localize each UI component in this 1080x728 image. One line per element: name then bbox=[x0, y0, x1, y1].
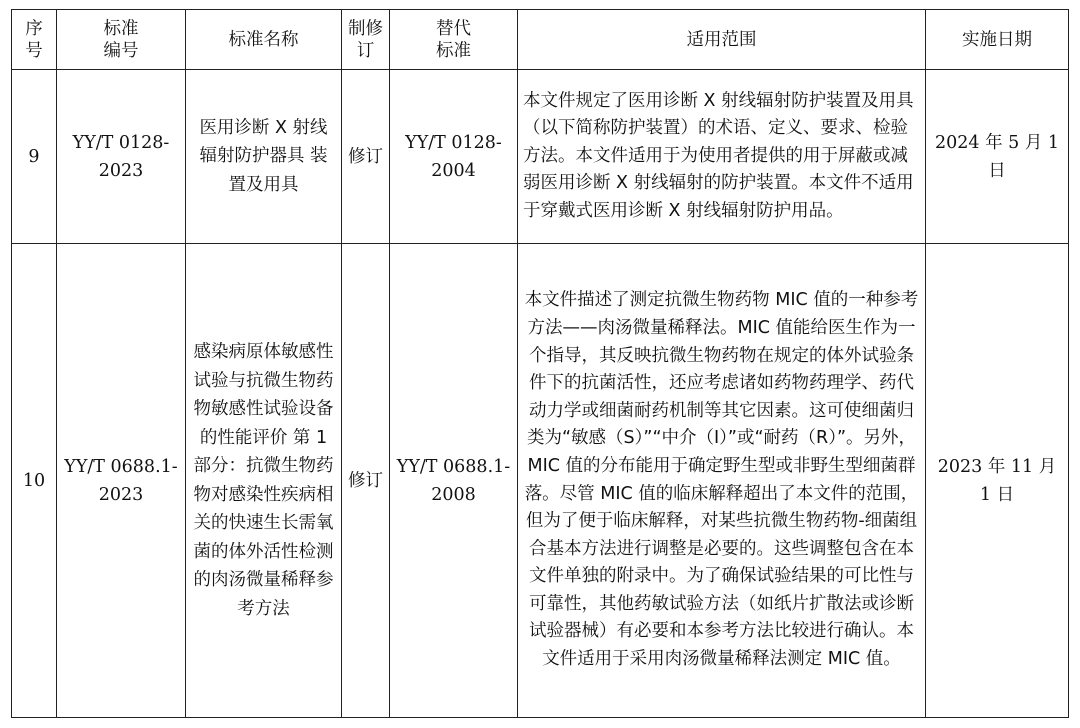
cell-scope: 本文件描述了测定抗微生物药物 MIC 值的一种参考方法——肉汤微量稀释法。MIC 值能给医生作为一个指导，其反映抗微生物药物在规定的体外试验条件下的抗菌活性，还应考虑诸如药物药理学、药代动力学或细菌耐药机制等其它因素。这可使细菌归类为“敏感（S）”“中介（I）”或“耐药（R）”。另外，MIC 值的分布能用于确定野生型或非野生型细菌群落。尽管 MIC 值的临床解释超出了本文件的范围，但为了便于临床解释，对某些抗微生物药物-细菌组合基本方法进行调整是必要的。这些调整包含在本文件单独的附录中。为了确保试验结果的可比性与可靠性，其他药敏试验方法（如纸片扩散法或诊断试验器械）有必要和本参考方法比较进行确认。本文件适用于采用肉汤微量稀释法测定 MIC 值。 bbox=[518, 244, 926, 718]
table-row bbox=[12, 244, 1069, 718]
cell-replace: YY/T 0128-2004 bbox=[390, 70, 518, 244]
cell-name: 医用诊断 X 射线辐射防护器具 装置及用具 bbox=[186, 70, 342, 244]
table-row bbox=[12, 70, 1069, 244]
cell-revise: 修订 bbox=[342, 244, 390, 718]
header-code: 标准编号 bbox=[57, 10, 186, 70]
cell-seq: 9 bbox=[12, 70, 57, 244]
cell-code: YY/T 0128-2023 bbox=[57, 70, 186, 244]
header-name: 标准名称 bbox=[186, 10, 342, 70]
header-revise: 制修订 bbox=[342, 10, 390, 70]
header-replace: 替代标准 bbox=[390, 10, 518, 70]
cell-name: 感染病原体敏感性试验与抗微生物药物敏感性试验设备的性能评价 第 1 部分：抗微生物药物对感染性疾病相关的快速生长需氧菌的体外活性检测的肉汤微量稀释参考方法 bbox=[186, 244, 342, 718]
cell-replace: YY/T 0688.1-2008 bbox=[390, 244, 518, 718]
header-date: 实施日期 bbox=[926, 10, 1069, 70]
cell-date: 2023 年 11 月 1 日 bbox=[926, 244, 1069, 718]
cell-date: 2024 年 5 月 1 日 bbox=[926, 70, 1069, 244]
cell-seq: 10 bbox=[12, 244, 57, 718]
header-seq: 序号 bbox=[12, 10, 57, 70]
header-scope: 适用范围 bbox=[518, 10, 926, 70]
standards-table bbox=[11, 9, 1069, 718]
cell-code: YY/T 0688.1-2023 bbox=[57, 244, 186, 718]
header-row bbox=[12, 10, 1069, 70]
cell-scope: 本文件规定了医用诊断 X 射线辐射防护装置及用具（以下简称防护装置）的术语、定义、要求、检验方法。本文件适用于为使用者提供的用于屏蔽或减弱医用诊断 X 射线辐射的防护装置。本文件不适用于穿戴式医用诊断 X 射线辐射防护用品。 bbox=[518, 70, 926, 244]
cell-revise: 修订 bbox=[342, 70, 390, 244]
